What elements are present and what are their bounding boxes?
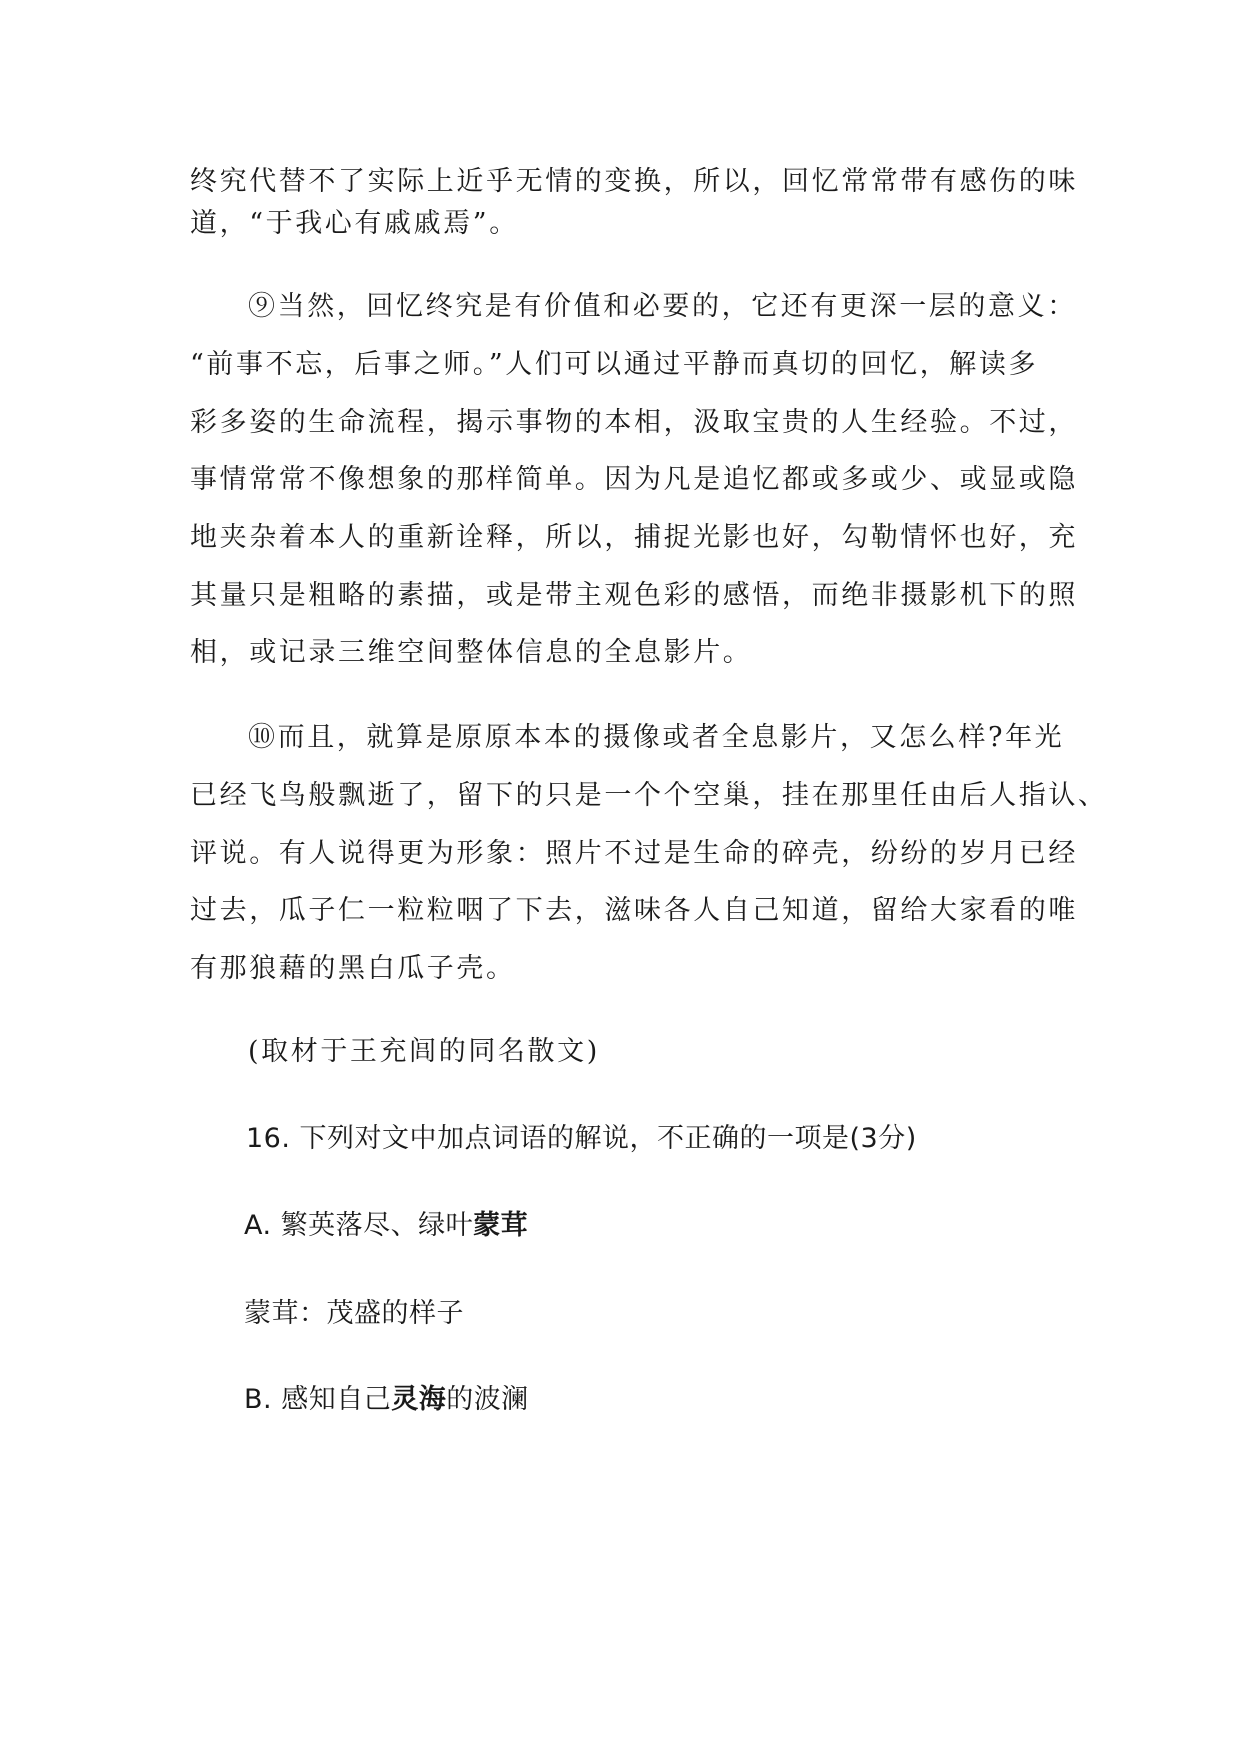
source-note: (取材于王充闾的同名散文) <box>248 1036 600 1067</box>
option-b-suffix: 的波澜 <box>446 1384 529 1415</box>
paragraph-9-line-4: 事情常常不像想象的那样简单。因为凡是追忆都或多或少、或显或隐 <box>190 464 1078 495</box>
paragraph-10-line-4: 过去，瓜子仁一粒粒咽了下去，滋味各人自己知道，留给大家看的唯 <box>190 895 1078 926</box>
paragraph-10-line-1: ⑩而且，就算是原原本本的摄像或者全息影片，又怎么样?年光 <box>248 722 1065 753</box>
option-b-prefix: B. 感知自己 <box>244 1384 392 1415</box>
paragraph-8-line-2: 道，“于我心有戚戚焉”。 <box>190 208 519 239</box>
paragraph-9-line-2: “前事不忘，后事之师。”人们可以通过平静而真切的回忆，解读多 <box>190 349 1039 380</box>
paragraph-9-line-1: ⑨当然，回忆终究是有价值和必要的，它还有更深一层的意义： <box>248 291 1077 322</box>
question-16-option-b <box>244 1380 529 1420</box>
paragraph-10-line-2: 已经飞鸟般飘逝了，留下的只是一个个空巢，挂在那里任由后人指认、 <box>190 780 1108 811</box>
question-16-option-a <box>244 1206 528 1246</box>
paragraph-9-line-7: 相，或记录三维空间整体信息的全息影片。 <box>190 637 753 668</box>
paragraph-10-line-5: 有那狼藉的黑白瓜子壳。 <box>190 953 516 984</box>
paragraph-9-line-6: 其量只是粗略的素描，或是带主观色彩的感悟，而绝非摄影机下的照 <box>190 580 1078 611</box>
paragraph-9-line-3: 彩多姿的生命流程，揭示事物的本相，汲取宝贵的人生经验。不过， <box>190 407 1078 438</box>
paragraph-9-line-5: 地夹杂着本人的重新诠释，所以，捕捉光影也好，勾勒情怀也好，充 <box>190 522 1078 553</box>
paragraph-8-line-1: 终究代替不了实际上近乎无情的变换，所以，回忆常常带有感伤的味 <box>190 166 1078 197</box>
paragraph-10-line-3: 评说。有人说得更为形象：照片不过是生命的碎壳，纷纷的岁月已经 <box>190 838 1078 869</box>
option-a-prefix: A. 繁英落尽、绿叶 <box>244 1210 474 1241</box>
question-16-stem: 16. 下列对文中加点词语的解说，不正确的一项是(3分) <box>246 1123 917 1154</box>
option-a-keyword: 蒙茸 <box>473 1210 529 1241</box>
question-16-option-a-explanation: 蒙茸：茂盛的样子 <box>244 1298 464 1329</box>
option-b-keyword: 灵海 <box>391 1384 447 1415</box>
